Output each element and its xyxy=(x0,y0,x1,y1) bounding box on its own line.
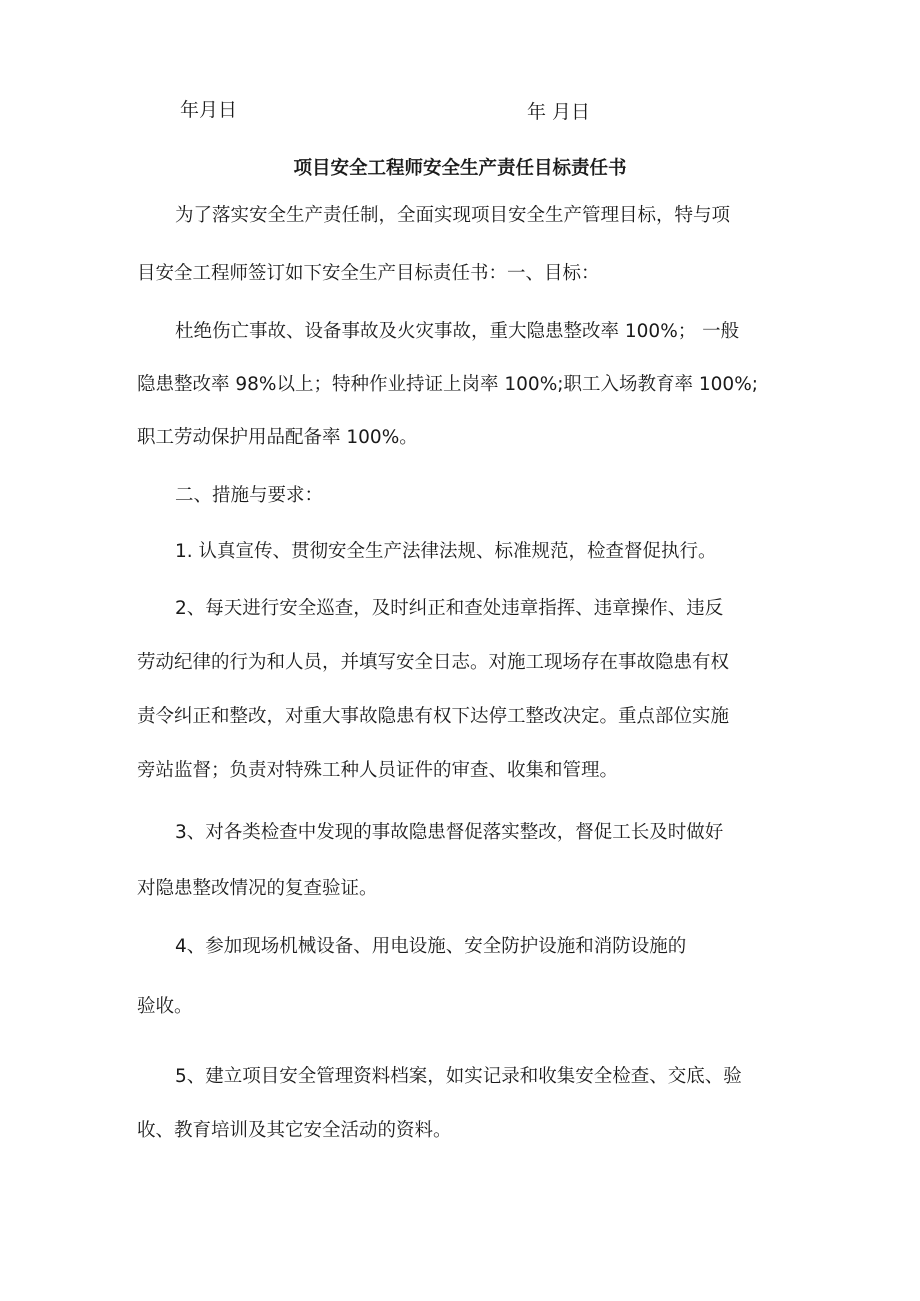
document-title: 项目安全工程师安全生产责任目标责任书 xyxy=(293,158,627,179)
date-left: 年月日 xyxy=(180,99,238,121)
goals-paragraph xyxy=(137,320,797,450)
item-3 xyxy=(137,821,797,901)
item-4 xyxy=(137,935,797,1019)
section2-heading-text: 二、措施与要求： xyxy=(175,485,324,506)
goals-line-2: 隐患整改率 98%以上；特种作业持证上岗率 100%;职工入场教育率 100%; xyxy=(137,374,759,395)
intro-paragraph xyxy=(137,204,797,286)
item-1 xyxy=(137,540,797,564)
item-4-line-1: 4、参加现场机械设备、用电设施、安全防护设施和消防设施的 xyxy=(175,936,687,957)
item-2-line-4: 旁站监督；负责对特殊工种人员证件的审查、收集和管理。 xyxy=(137,760,619,781)
item-2 xyxy=(137,597,797,783)
date-right: 年 月日 xyxy=(527,101,591,123)
item-2-line-2: 劳动纪律的行为和人员，并填写安全日志。对施工现场存在事故隐患有权 xyxy=(137,652,730,673)
intro-line-2: 目安全工程师签订如下安全生产目标责任书：一、目标： xyxy=(137,263,600,284)
item-3-line-1: 3、对各类检查中发现的事故隐患督促落实整改，督促工长及时做好 xyxy=(175,822,724,843)
item-5-line-1: 5、建立项目安全管理资料档案，如实记录和收集安全检查、交底、验 xyxy=(175,1066,742,1087)
intro-line-1: 为了落实安全生产责任制，全面实现项目安全生产管理目标，特与项 xyxy=(175,205,731,226)
goals-line-1: 杜绝伤亡事故、设备事故及火灾事故，重大隐患整改率 100%； 一般 xyxy=(175,321,740,342)
item-2-line-1: 2、每天进行安全巡查，及时纠正和查处违章指挥、违章操作、违反 xyxy=(175,598,724,619)
item-1-line-1: 1. 认真宣传、贯彻安全生产法律法规、标准规范，检查督促执行。 xyxy=(175,541,717,562)
item-5 xyxy=(137,1065,797,1143)
item-4-line-2: 验收。 xyxy=(137,996,193,1017)
section2-heading xyxy=(137,484,797,508)
item-2-line-3: 责令纠正和整改，对重大事故隐患有权下达停工整改决定。重点部位实施 xyxy=(137,706,730,727)
item-5-line-2: 收、教育培训及其它安全活动的资料。 xyxy=(137,1120,452,1141)
goals-line-3: 职工劳动保护用品配备率 100%。 xyxy=(137,427,418,448)
item-3-line-2: 对隐患整改情况的复查验证。 xyxy=(137,878,378,899)
